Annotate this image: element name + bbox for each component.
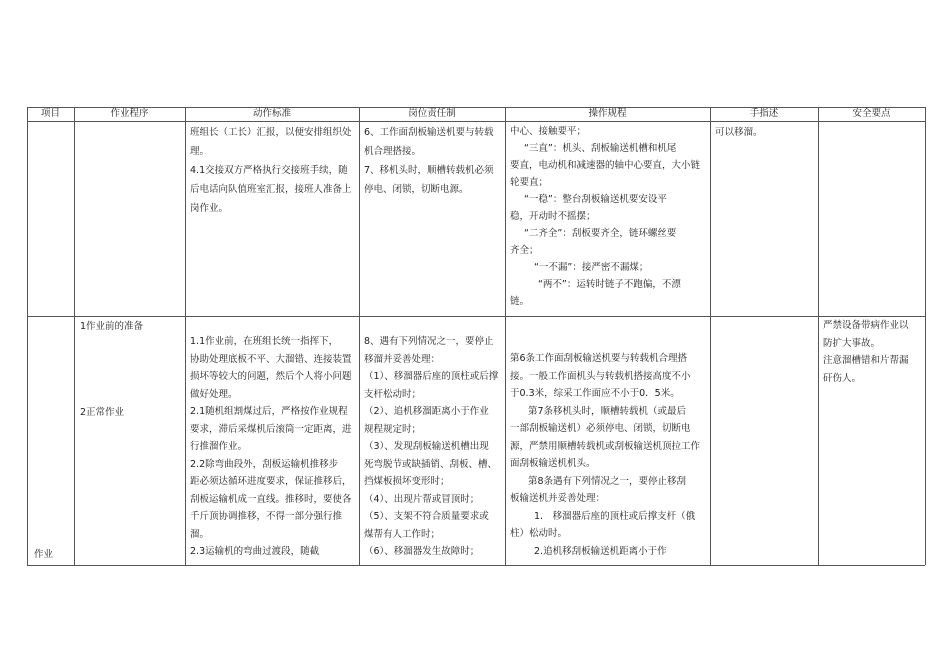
header-item: 项目 bbox=[40, 108, 60, 119]
text-line: 一部刮板输送机）必须停电、闭锁，切断电 bbox=[510, 423, 691, 434]
text-line: 链。 bbox=[510, 296, 530, 307]
row2-step-1: 1作业前的准备 bbox=[80, 321, 144, 332]
row1-procedure bbox=[510, 123, 707, 310]
header-safety: 安全要点 bbox=[852, 108, 891, 119]
text-line: 停电、闭锁，切断电源。 bbox=[364, 184, 469, 195]
table-bottom-border bbox=[27, 565, 925, 566]
text-line: 班组长（工长）汇报，以便安排组织处 bbox=[190, 127, 352, 138]
text-line: “一不漏”：接严密不漏煤； bbox=[534, 262, 649, 273]
text-line: 协助处理底板不平、大溜错、连接装置 bbox=[190, 353, 352, 365]
text-line: 1.1作业前，在班组长统一指挥下， bbox=[190, 336, 339, 347]
text-line: 要直，电动机和减速器的轴中心要直，大小链 bbox=[510, 160, 701, 171]
text-line: 2.2除弯曲段外，刮板运输机推移步 bbox=[190, 458, 339, 470]
text-line: （2）、追机移溜距离小于作业 bbox=[364, 406, 489, 417]
row1-action-standard bbox=[190, 123, 356, 218]
text-line: 岗作业。 bbox=[190, 203, 229, 214]
text-line: 中心、接触要平； bbox=[510, 126, 587, 137]
text-line: 移溜并妥善处理： bbox=[364, 353, 441, 365]
text-line: 可以移溜。 bbox=[715, 127, 763, 138]
header-procedure: 操作规程 bbox=[588, 108, 627, 119]
text-line: 7、移机头时，顺槽转载机必须 bbox=[364, 165, 494, 176]
text-line: 要求，滞后采煤机后滚筒一定距离，进 bbox=[190, 423, 352, 435]
text-line: 溜。 bbox=[190, 528, 210, 540]
row2-step-2: 2正常作业 bbox=[80, 407, 125, 418]
text-line: 轮要直； bbox=[510, 177, 549, 188]
text-line: “二齐全”：刮板要齐全，链环螺丝要 bbox=[524, 228, 677, 239]
text-line: 2.追机移刮板输送机距离小于作 bbox=[534, 545, 667, 557]
text-line: （6）、移溜器发生故障时； bbox=[364, 546, 480, 557]
text-line: 6、工作面刮板输送机要与转载 bbox=[364, 127, 494, 138]
text-line: 8、遇有下列情况之一，要停止 bbox=[364, 336, 494, 347]
text-line: （4）、出现片帮或冒顶时； bbox=[364, 493, 480, 505]
text-line: 于0.3米，综采工作面应不小于0．5米。 bbox=[510, 388, 680, 399]
text-line: 源，严禁用顺槽转载机或刮板输送机顶拉工作 bbox=[510, 440, 701, 452]
text-line: 机合理搭接。 bbox=[364, 146, 422, 157]
col-border-6 bbox=[818, 107, 819, 565]
text-line: “一稳”：整台刮板输送机要安设平 bbox=[524, 194, 667, 205]
text-line: （3）、发现刮板输送机槽出现 bbox=[364, 441, 489, 452]
col-border-7 bbox=[925, 107, 926, 565]
text-line: 后电话向队值班室汇报，接班人准备上 bbox=[190, 184, 352, 195]
row2-safety bbox=[823, 317, 923, 387]
header-duty: 岗位责任制 bbox=[408, 108, 456, 119]
text-line: “三直”：机头、刮板输送机槽和机尾 bbox=[524, 143, 677, 154]
text-line: 第7条移机头时，顺槽转载机（或最后 bbox=[528, 405, 687, 417]
text-line: 矸伤人。 bbox=[823, 372, 862, 384]
text-line: 柱）松动时。 bbox=[510, 528, 568, 539]
col-border-0 bbox=[27, 107, 28, 565]
text-line: 千斤顶协调推移，不得一部分强行推 bbox=[190, 511, 343, 522]
text-line: 死弯脱节或缺插销、刮板、槽、 bbox=[364, 458, 498, 470]
row2-item: 作业 bbox=[34, 549, 54, 560]
text-line: 板输送机并妥善处理： bbox=[510, 493, 606, 504]
header-action-standard: 动作标准 bbox=[252, 108, 291, 119]
col-border-4 bbox=[505, 107, 506, 565]
text-line: 挡煤板损坏变形时； bbox=[364, 476, 450, 487]
text-line: 1. 移溜器后座的顶柱或后撑支杆（俄 bbox=[534, 510, 696, 522]
text-line: 2.3运输机的弯曲过渡段，随截 bbox=[190, 546, 320, 557]
text-line: 面刮板输送机机头。 bbox=[510, 458, 596, 469]
text-line: 注意溜槽错和片帮漏 bbox=[823, 355, 909, 366]
text-line: 损坏等较大的问题，然后个人将小问题 bbox=[190, 371, 352, 382]
text-line: 行推溜作业。 bbox=[190, 441, 248, 452]
text-line: 做好处理。 bbox=[190, 388, 238, 400]
text-line: 接。一般工作面机头与转载机搭接高度不小 bbox=[510, 370, 691, 382]
text-line: 理。 bbox=[190, 146, 210, 157]
text-line: （1）、移溜器后座的顶柱或后撑 bbox=[364, 371, 499, 382]
text-line: 第8条遇有下列情况之一，要停止移刮 bbox=[528, 475, 687, 487]
col-border-3 bbox=[359, 107, 360, 565]
text-line: 2.1随机组割煤过后，严格按作业规程 bbox=[190, 406, 348, 417]
text-line: 严禁设备带病作业以 bbox=[823, 320, 909, 331]
text-line: 4.1交接双方严格执行交接班手续，随 bbox=[190, 165, 348, 176]
text-line: 防扩大事故。 bbox=[823, 337, 881, 349]
col-border-2 bbox=[185, 107, 186, 565]
text-line: “两不”：运转时链子不跑偏，不漂 bbox=[538, 279, 681, 290]
text-line: 规程规定时； bbox=[364, 423, 422, 435]
text-line: （5）、支架不符合质量要求或 bbox=[364, 511, 489, 522]
col-border-1 bbox=[74, 107, 75, 565]
text-line: 第6条工作面刮板输送机要与转载机合理搭 bbox=[510, 353, 688, 364]
header-bottom-border bbox=[27, 121, 925, 122]
text-line: 距必须达循环进度要求，保证推移后， bbox=[190, 476, 352, 487]
col-border-5 bbox=[710, 107, 711, 565]
text-line: 齐全； bbox=[510, 245, 539, 256]
row1-duty bbox=[364, 123, 502, 199]
row2-procedure bbox=[510, 350, 707, 560]
text-line: 刮板运输机成一直线。推移时，要使各 bbox=[190, 493, 352, 505]
row2-action-standard bbox=[190, 333, 356, 561]
row1-finger-point bbox=[715, 123, 815, 142]
text-line: 支杆松动时； bbox=[364, 388, 422, 400]
text-line: 稳，开动时不摇摆； bbox=[510, 211, 596, 222]
row2-duty bbox=[364, 333, 502, 561]
header-finger-point: 手指述 bbox=[749, 108, 779, 119]
header-steps: 作业程序 bbox=[110, 108, 149, 119]
text-line: 煤帮有人工作时； bbox=[364, 528, 441, 540]
